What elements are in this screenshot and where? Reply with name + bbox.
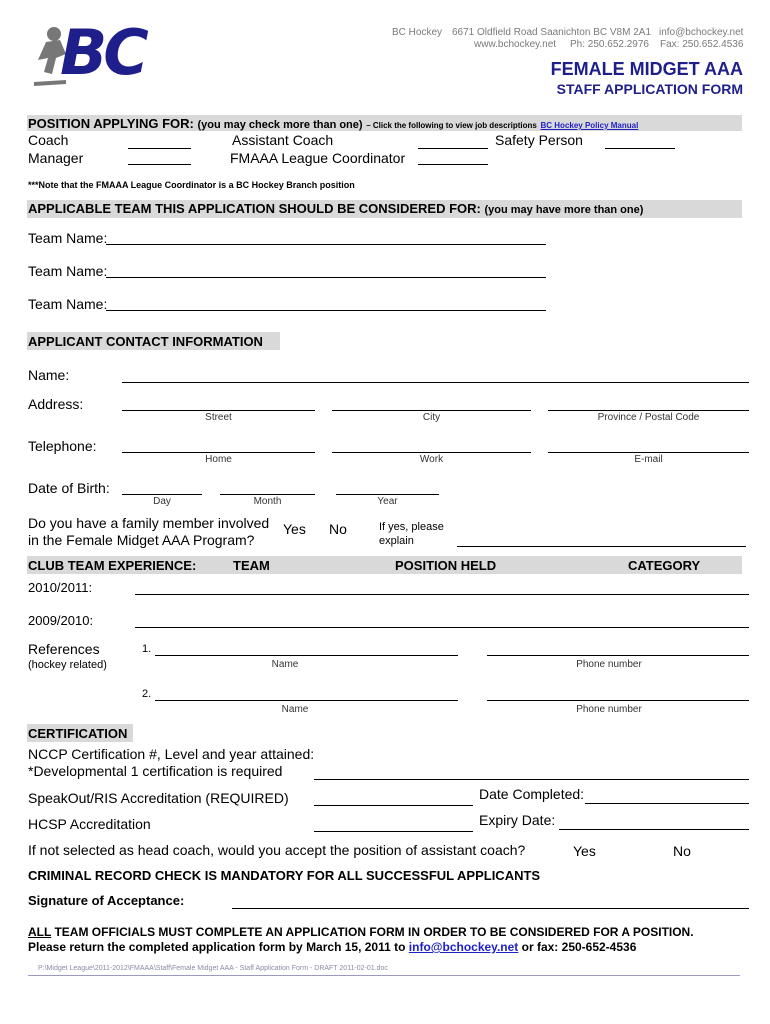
return-instructions: Please return the completed application form by March 15, 2011 to info@bchockey.net or fax: 250-652-4536: [28, 940, 637, 954]
telephone-label: Telephone:: [28, 438, 97, 454]
street-caption: Street: [205, 412, 232, 423]
dob-label: Date of Birth:: [28, 480, 110, 496]
nccp-label-2: *Developmental 1 certification is required: [28, 763, 283, 779]
home-caption: Home: [205, 454, 232, 465]
league-check-line[interactable]: [418, 164, 488, 165]
work-caption: Work: [419, 454, 444, 465]
contact-heading: APPLICANT CONTACT INFORMATION: [28, 334, 263, 349]
city-field[interactable]: [332, 410, 531, 411]
team-name-field-2[interactable]: [106, 277, 546, 278]
opt-league-label: FMAAA League Coordinator: [230, 150, 406, 166]
header-address: 6671 Oldfield Road Saanichton BC V8M 2A1: [452, 27, 652, 38]
position-heading: POSITION APPLYING FOR: (you may check more than one) – Click the following to view job descriptions BC Hockey Policy Manual: [28, 116, 639, 131]
assistant-check-line[interactable]: [418, 148, 488, 149]
col-position-header: POSITION HELD: [395, 558, 497, 573]
league-note: ***Note that the FMAAA League Coordinator is a BC Hockey Branch position: [28, 180, 355, 190]
explain-label-2: explain: [379, 535, 414, 547]
day-caption: Day: [153, 496, 171, 507]
cert-heading: CERTIFICATION: [28, 726, 128, 741]
col-category-header: CATEGORY: [628, 558, 701, 573]
team-heading: APPLICABLE TEAM THIS APPLICATION SHOULD BE CONSIDERED FOR: (you may have more than one): [28, 201, 644, 216]
coach-check-line[interactable]: [128, 148, 191, 149]
family-yes-option[interactable]: Yes: [283, 521, 306, 537]
assistant-yes-option[interactable]: Yes: [573, 843, 596, 859]
ref-1-number: 1.: [142, 643, 152, 655]
expiry-field[interactable]: [559, 829, 749, 830]
city-caption: City: [422, 412, 441, 423]
season-label-2: 2009/2010:: [28, 613, 94, 628]
team-name-label-1: Team Name:: [28, 230, 108, 246]
return-email-link[interactable]: info@bchockey.net: [408, 940, 519, 954]
explain-field[interactable]: [457, 546, 746, 547]
header-email[interactable]: info@bchockey.net: [659, 27, 744, 38]
province-caption: Province / Postal Code: [597, 412, 700, 423]
header-fax: Fax: 250.652.4536: [660, 39, 744, 50]
name-field[interactable]: [122, 382, 749, 383]
ref-2-number: 2.: [142, 688, 152, 700]
ref-1-name-field[interactable]: [155, 655, 458, 656]
ref-2-phone-caption: Phone number: [576, 704, 642, 715]
opt-safety-label: Safety Person: [495, 132, 583, 148]
nccp-label-1: NCCP Certification #, Level and year attained:: [28, 746, 315, 762]
family-question-2: in the Female Midget AAA Program?: [28, 532, 255, 548]
email-field[interactable]: [548, 452, 749, 453]
opt-coach-label: Coach: [28, 132, 69, 148]
col-team-header: TEAM: [233, 558, 270, 573]
form-subtitle: STAFF APPLICATION FORM: [556, 81, 743, 97]
name-label: Name:: [28, 367, 70, 383]
speakout-field[interactable]: [314, 805, 473, 806]
work-phone-field[interactable]: [332, 452, 531, 453]
assistant-no-option[interactable]: No: [673, 843, 691, 859]
team-name-field-1[interactable]: [106, 244, 546, 245]
logo-text: BC: [60, 16, 145, 89]
references-note: (hockey related): [28, 659, 107, 671]
family-question-1: Do you have a family member involved: [28, 515, 270, 531]
date-completed-label: Date Completed:: [479, 786, 585, 802]
dob-year-field[interactable]: [336, 494, 439, 495]
header-website[interactable]: www.bchockey.net: [474, 39, 557, 50]
all-officials-notice: ALL TEAM OFFICIALS MUST COMPLETE AN APPLICATION FORM IN ORDER TO BE CONSIDERED FOR A POSITION.: [28, 925, 694, 939]
header-phone: Ph: 250.652.2976: [570, 39, 649, 50]
hcsp-label: HCSP Accreditation: [28, 816, 151, 832]
province-field[interactable]: [548, 410, 749, 411]
club-heading: CLUB TEAM EXPERIENCE:: [28, 558, 197, 573]
manager-check-line[interactable]: [128, 164, 191, 165]
signature-field[interactable]: [232, 908, 749, 909]
season-label-1: 2010/2011:: [28, 580, 93, 595]
street-field[interactable]: [122, 410, 315, 411]
email-caption: E-mail: [634, 454, 663, 465]
explain-label-1: If yes, please: [379, 521, 444, 533]
year-caption: Year: [377, 496, 398, 507]
file-path: P:\Midget League\2011-2012\FMAAA\Staff\Female Midget AAA - Staff Application Form - DRAFT 2011-02-01.doc: [38, 965, 388, 972]
assistant-question: If not selected as head coach, would you accept the position of assistant coach?: [28, 842, 526, 858]
team-name-field-3[interactable]: [106, 310, 546, 311]
opt-assistant-label: Assistant Coach: [232, 132, 334, 148]
references-label: References: [28, 641, 100, 657]
footer-rule: [28, 975, 740, 976]
team-name-label-2: Team Name:: [28, 263, 108, 279]
ref-1-phone-caption: Phone number: [576, 659, 642, 670]
ref-1-name-caption: Name: [271, 659, 299, 670]
ref-2-name-caption: Name: [281, 704, 309, 715]
expiry-label: Expiry Date:: [479, 812, 556, 828]
ref-2-phone-field[interactable]: [487, 700, 749, 701]
ref-2-name-field[interactable]: [155, 700, 458, 701]
season-field-1[interactable]: [135, 594, 749, 595]
team-name-label-3: Team Name:: [28, 296, 108, 312]
home-phone-field[interactable]: [122, 452, 315, 453]
date-completed-field[interactable]: [585, 803, 749, 804]
month-caption: Month: [253, 496, 282, 507]
season-field-2[interactable]: [135, 627, 749, 628]
bc-hockey-logo: [26, 16, 166, 90]
policy-manual-link[interactable]: BC Hockey Policy Manual: [540, 121, 639, 130]
form-title: FEMALE MIDGET AAA: [550, 59, 743, 79]
dob-month-field[interactable]: [220, 494, 315, 495]
ref-1-phone-field[interactable]: [487, 655, 749, 656]
criminal-record-notice: CRIMINAL RECORD CHECK IS MANDATORY FOR ALL SUCCESSFUL APPLICANTS: [28, 868, 541, 883]
hcsp-field[interactable]: [314, 831, 473, 832]
family-no-option[interactable]: No: [329, 521, 347, 537]
opt-manager-label: Manager: [28, 150, 84, 166]
signature-label: Signature of Acceptance:: [28, 893, 185, 908]
address-label: Address:: [28, 396, 84, 412]
safety-check-line[interactable]: [605, 148, 675, 149]
nccp-field[interactable]: [314, 779, 749, 780]
dob-day-field[interactable]: [122, 494, 202, 495]
header-org: BC Hockey: [392, 27, 443, 38]
speakout-label: SpeakOut/RIS Accreditation (REQUIRED): [28, 790, 289, 806]
